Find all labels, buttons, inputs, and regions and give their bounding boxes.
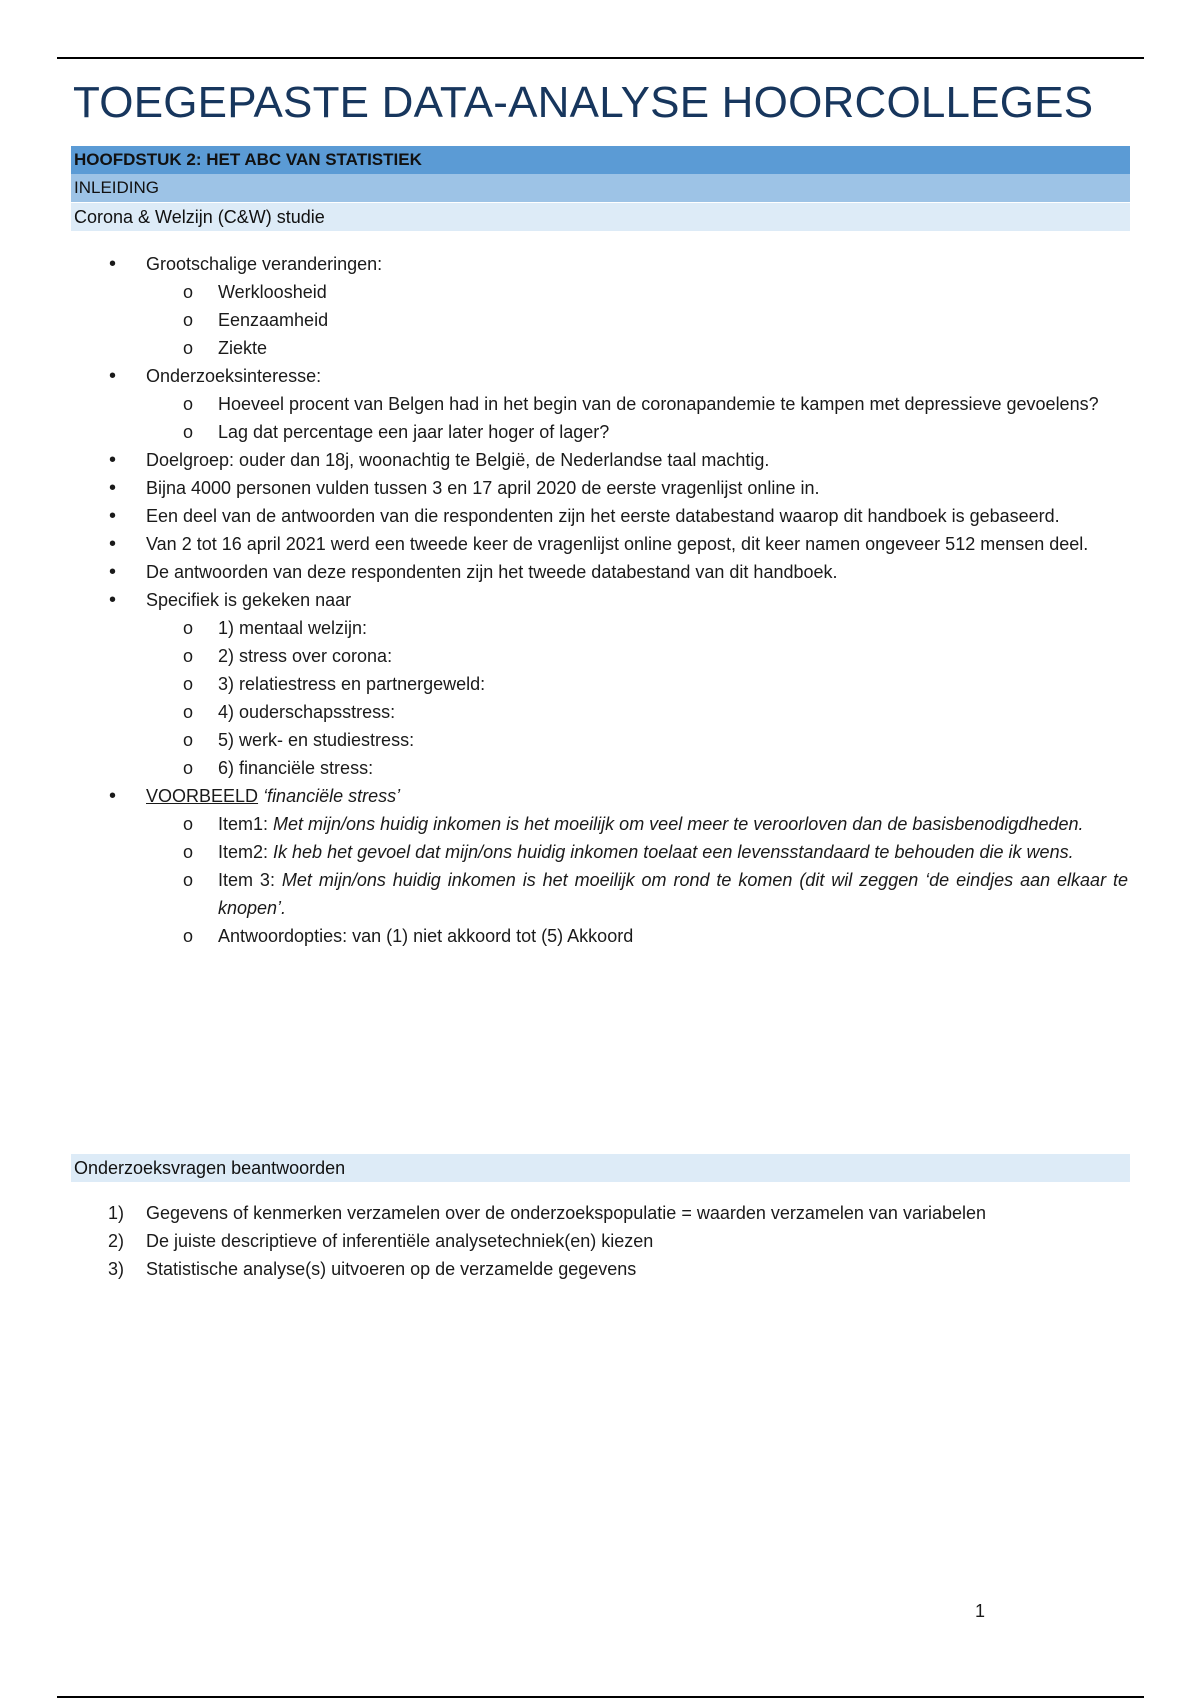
item-label: Item 3: (218, 870, 282, 890)
numbered-item (0, 1255, 1200, 1283)
bullet-list (0, 250, 1200, 950)
sub-list-item-text: 4) ouderschapsstress: (218, 702, 396, 722)
sub-list-item-text: Hoeveel procent van Belgen had in het begin van de coronapandemie te kampen met depressieve gevoelens? (218, 394, 1099, 414)
list-item-text: Bijna 4000 personen vulden tussen 3 en 17 april 2020 de eerste vragenlijst online in. (146, 478, 820, 498)
list-item-text: Specifiek is gekeken naar (146, 590, 352, 610)
numbered-item-text: De juiste descriptieve of inferentiële analysetechniek(en) kiezen (146, 1231, 654, 1251)
sub-list-item (0, 810, 1200, 838)
item-statement: Ik heb het gevoel dat mijn/ons huidig inkomen toelaat een levensstandaard te behouden die ik wens. (273, 842, 1074, 862)
sub-list-item (0, 642, 1200, 670)
circle-marker: o (183, 842, 194, 862)
list-item-text: Onderzoeksinteresse: (146, 366, 322, 386)
sub-list-item-text: Eenzaamheid (218, 310, 329, 330)
item-statement: Met mijn/ons huidig inkomen is het moeilijk om rond te komen (dit wil zeggen ‘de eindjes aan elkaar te knopen’. (218, 870, 1128, 918)
heading-section: INLEIDING (71, 174, 1130, 202)
bullet-marker: • (109, 785, 117, 807)
sub-list-item-text: 5) werk- en studiestress: (218, 730, 415, 750)
bullet-marker: • (109, 449, 117, 471)
sub-list-item (0, 838, 1200, 866)
list-item-text: Een deel van de antwoorden van die respondenten zijn het eerste databestand waarop dit handboek is gebaseerd. (146, 506, 1060, 526)
top-rule (57, 57, 1144, 59)
sub-list-item (0, 306, 1200, 334)
numbered-item (0, 1199, 1200, 1227)
item-statement: Met mijn/ons huidig inkomen is het moeilijk om veel meer te veroorloven dan de basisbenodigdheden. (273, 814, 1084, 834)
list-item (0, 782, 1200, 810)
heading-chapter: HOOFDSTUK 2: HET ABC VAN STATISTIEK (71, 146, 1130, 174)
circle-marker: o (183, 282, 194, 302)
number-label: 2) (108, 1231, 125, 1251)
sub-list-item (0, 754, 1200, 782)
sub-list-item (0, 334, 1200, 362)
bullet-marker: • (109, 589, 117, 611)
bullet-marker: • (109, 561, 117, 583)
circle-marker: o (183, 310, 194, 330)
circle-marker: o (183, 618, 194, 638)
circle-marker: o (183, 730, 194, 750)
example-label: VOORBEELD (146, 786, 259, 806)
list-item (0, 446, 1200, 474)
sub-list-item (0, 278, 1200, 306)
sub-list-item-text: 1) mentaal welzijn: (218, 618, 368, 638)
number-label: 1) (108, 1203, 125, 1223)
numbered-item-text: Gegevens of kenmerken verzamelen over de onderzoekspopulatie = waarden verzamelen van variabelen (146, 1203, 986, 1223)
bullet-marker: • (109, 533, 117, 555)
circle-marker: o (183, 758, 194, 778)
numbered-item-text: Statistische analyse(s) uitvoeren op de verzamelde gegevens (146, 1259, 637, 1279)
sub-list-item (0, 922, 1200, 950)
sub-list-item (0, 418, 1200, 446)
page-number: 1 (975, 1601, 986, 1621)
sub-list-item (0, 670, 1200, 698)
sub-list-item (0, 390, 1200, 418)
circle-marker: o (183, 674, 194, 694)
circle-marker: o (183, 702, 194, 722)
heading-subsection-study: Corona & Welzijn (C&W) studie (71, 203, 1130, 231)
list-item (0, 362, 1200, 390)
list-item-text: Doelgroep: ouder dan 18j, woonachtig te België, de Nederlandse taal machtig. (146, 450, 770, 470)
list-item-text: Van 2 tot 16 april 2021 werd een tweede keer de vragenlijst online gepost, dit keer namen ongeveer 512 mensen deel. (146, 534, 1089, 554)
list-item (0, 474, 1200, 502)
numbered-item (0, 1227, 1200, 1255)
circle-marker: o (183, 870, 194, 890)
list-item-text: De antwoorden van deze respondenten zijn het tweede databestand van dit handboek. (146, 562, 838, 582)
list-item-text: Grootschalige veranderingen: (146, 254, 383, 274)
bullet-marker: • (109, 365, 117, 387)
list-item (0, 502, 1200, 530)
bullet-marker: • (109, 505, 117, 527)
circle-marker: o (183, 394, 194, 414)
bullet-marker: • (109, 477, 117, 499)
number-label: 3) (108, 1259, 125, 1279)
list-item (0, 530, 1200, 558)
circle-marker: o (183, 422, 194, 442)
sub-list-item-text: 3) relatiestress en partnergeweld: (218, 674, 486, 694)
sub-list-item (0, 726, 1200, 754)
sub-list-item (0, 866, 1200, 922)
sub-list-item-text: 6) financiële stress: (218, 758, 374, 778)
bullet-marker: • (109, 253, 117, 275)
list-item (0, 586, 1200, 614)
circle-marker: o (183, 646, 194, 666)
list-item (0, 558, 1200, 586)
example-topic: ‘financiële stress’ (263, 786, 401, 806)
sub-list-item-text: 2) stress over corona: (218, 646, 393, 666)
heading-research-questions: Onderzoeksvragen beantwoorden (71, 1154, 1130, 1182)
circle-marker: o (183, 926, 194, 946)
sub-list-item-text: Lag dat percentage een jaar later hoger of lager? (218, 422, 610, 442)
circle-marker: o (183, 338, 194, 358)
bottom-rule (57, 1696, 1144, 1698)
item-label: Item2: (218, 842, 274, 862)
circle-marker: o (183, 814, 194, 834)
document-title: TOEGEPASTE DATA-ANALYSE HOORCOLLEGES (73, 78, 1094, 127)
sub-list-item-text: Antwoordopties: van (1) niet akkoord tot (5) Akkoord (218, 926, 634, 946)
item-label: Item1: (218, 814, 274, 834)
sub-list-item (0, 614, 1200, 642)
sub-list-item-text: Werkloosheid (218, 282, 327, 302)
sub-list-item-text: Ziekte (218, 338, 268, 358)
sub-list-item (0, 698, 1200, 726)
numbered-list (0, 1199, 1200, 1283)
list-item (0, 250, 1200, 278)
